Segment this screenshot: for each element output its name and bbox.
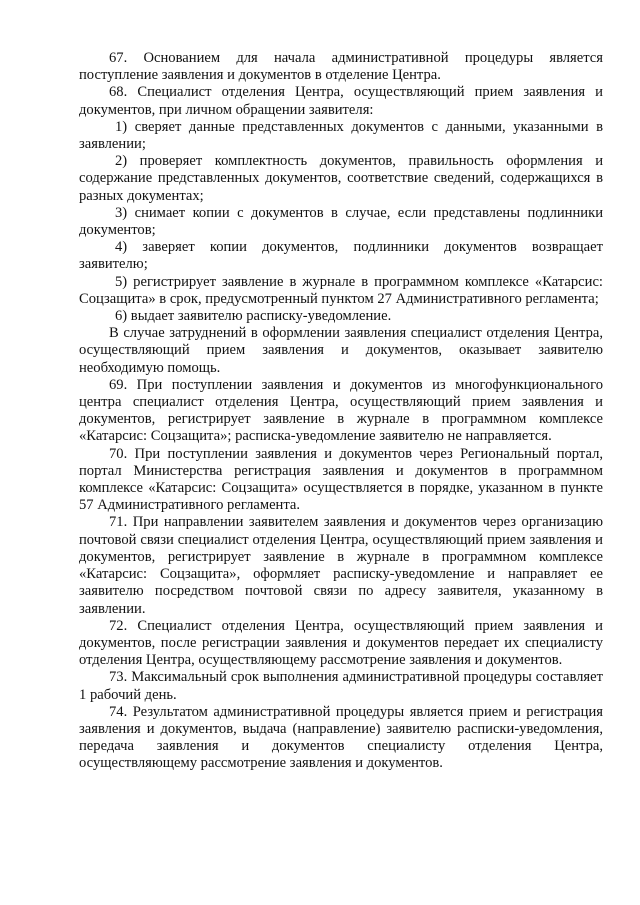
list-item-5: 5) регистрирует заявление в журнале в программном комплексе «Катарсис: Соцзащита» в срок, предусмотренный пунктом 27 Административного регламента;	[79, 273, 603, 307]
paragraph-73: 73. Максимальный срок выполнения административной процедуры составляет 1 рабочий день.	[79, 669, 603, 703]
paragraph-72: 72. Специалист отделения Центра, осуществляющий прием заявления и документов, после регистрации заявления и документов передает их специалисту отделения Центра, осуществляющему рассмотрение заявления и документов.	[79, 617, 603, 669]
list-item-4: 4) заверяет копии документов, подлинники документов возвращает заявителю;	[79, 239, 603, 273]
list-item-2: 2) проверяет комплектность документов, правильность оформления и содержание представленных документов, соответствие сведений, содержащихся в разных документах;	[79, 153, 603, 204]
paragraph-71: 71. При направлении заявителем заявления и документов через организацию почтовой связи специалист отделения Центра, осуществляющий прием заявления и документов, регистрирует заявление в журнале в программном комплексе «Катарсис: Соцзащита», оформляет расписку-уведомление и направляет ее заявителю посредством почтовой связи по адресу заявителя, указанному в заявлении.	[79, 514, 603, 617]
paragraph-68: 68. Специалист отделения Центра, осуществляющий прием заявления и документов, при личном обращении заявителя:	[79, 84, 603, 118]
list-item-6: 6) выдает заявителю расписку-уведомление.	[115, 308, 392, 325]
paragraph-assistance: В случае затруднений в оформлении заявления специалист отделения Центра, осуществляющий прием заявления и документов, оказывает заявителю необходимую помощь.	[79, 325, 603, 376]
paragraph-67: 67. Основанием для начала административной процедуры является поступление заявления и документов в отделение Центра.	[79, 50, 603, 84]
list-item-3: 3) снимает копии с документов в случае, если представлены подлинники документов;	[79, 204, 603, 239]
document-page	[79, 50, 603, 773]
paragraph-69: 69. При поступлении заявления и документов из многофункционального центра специалист отделения Центра, осуществляющий прием заявления и документов, регистрирует заявление в журнале в программном комплексе «Катарсис: Соцзащита»; расписка-уведомление заявителю не направляется.	[79, 376, 603, 445]
list-item-1: 1) сверяет данные представленных документов с данными, указанными в заявлении;	[79, 118, 603, 153]
paragraph-70: 70. При поступлении заявления и документов через Региональный портал, портал Министерства регистрация заявления и документов в программном комплексе «Катарсис: Соцзащита» осуществляется в порядке, указанном в пункте 57 Административного регламента.	[79, 445, 603, 514]
paragraph-74: 74. Результатом административной процедуры является прием и регистрация заявления и документов, выдача (направление) заявителю расписки-уведомления, передача заявления и документов специалисту отделения Центра, осуществляющему рассмотрение заявления и документов.	[79, 703, 603, 772]
